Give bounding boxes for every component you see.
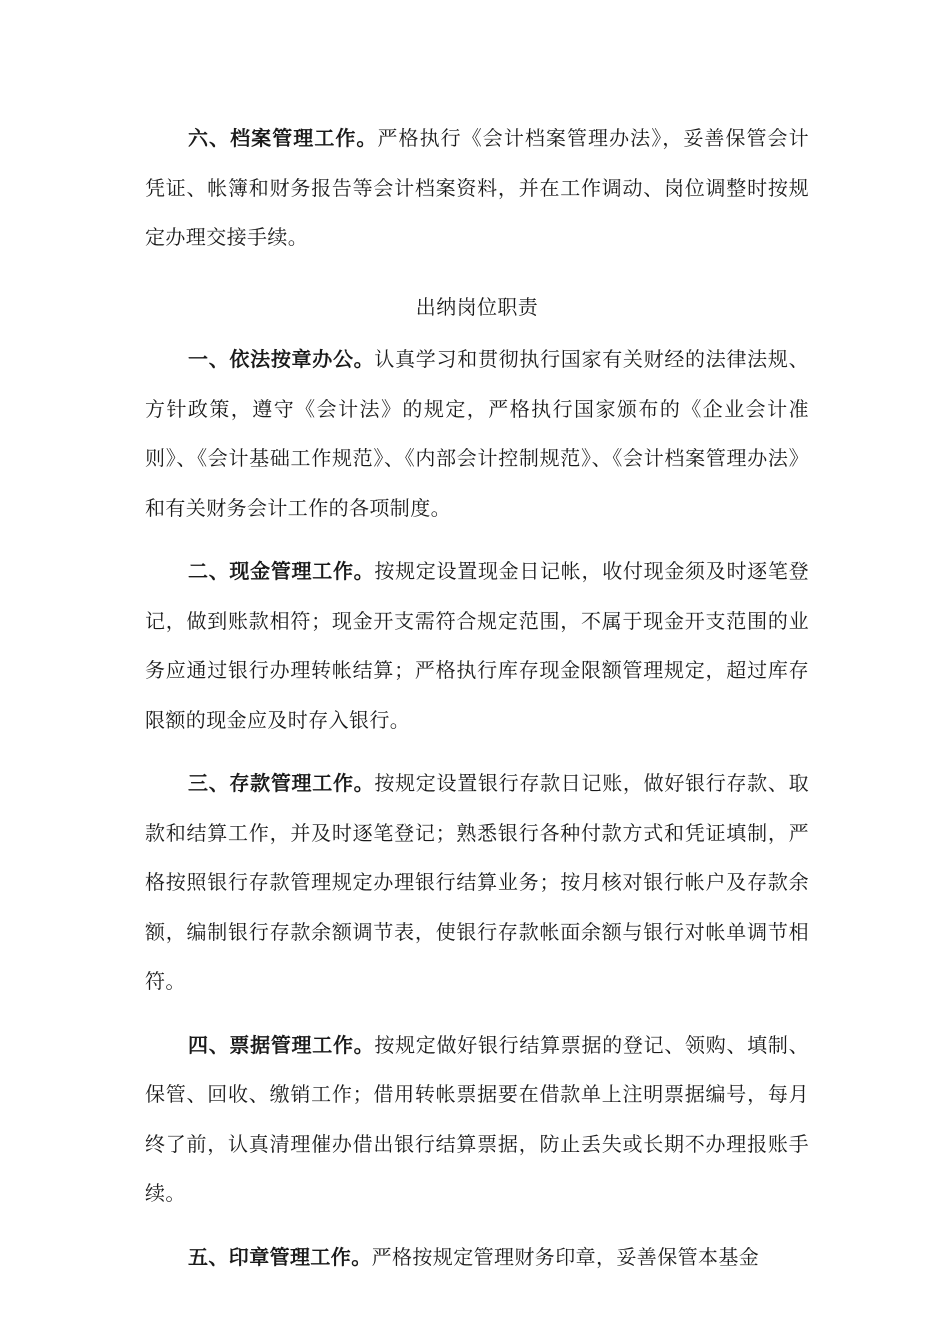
paragraph-bill-management <box>145 1021 809 1219</box>
paragraph-body: 按规定设置现金日记帐，收付现金须及时逐笔登记，做到账款相符；现金开支需符合规定范围，不属于现金开支范围的业务应通过银行办理转帐结算；严格执行库存现金限额管理规定，超过库存限额的现金应及时存入银行。 <box>145 559 809 732</box>
paragraph-cash-management <box>145 547 809 745</box>
paragraph-heading: 一、依法按章办公。 <box>188 347 375 371</box>
paragraph-heading: 三、存款管理工作。 <box>188 771 375 795</box>
paragraph-deposit-management <box>145 759 809 1007</box>
document-body <box>145 114 809 1296</box>
section-title: 出纳岗位职责 <box>415 294 539 319</box>
paragraph-heading: 二、现金管理工作。 <box>188 559 375 583</box>
paragraph-heading: 五、印章管理工作。 <box>188 1244 372 1269</box>
paragraph-archive-management <box>145 114 809 263</box>
paragraph-lawful-office <box>145 335 809 533</box>
paragraph-body: 按规定做好银行结算票据的登记、领购、填制、保管、回收、缴销工作；借用转帐票据要在借款单上注明票据编号，每月终了前，认真清理催办借出银行结算票据，防止丢失或长期不办理报账手续。 <box>145 1032 809 1205</box>
paragraph-body: 按规定设置银行存款日记账，做好银行存款、取款和结算工作，并及时逐笔登记；熟悉银行各种付款方式和凭证填制，严格按照银行存款管理规定办理银行结算业务；按月核对银行帐户及存款余额，编制银行存款余额调节表，使银行存款帐面余额与银行对帐单调节相符。 <box>145 771 809 993</box>
paragraph-heading: 四、票据管理工作。 <box>188 1032 375 1057</box>
paragraph-seal-management <box>145 1233 809 1283</box>
paragraph-body: 严格按规定管理财务印章，妥善保管本基金 <box>371 1244 760 1269</box>
paragraph-heading: 六、档案管理工作。 <box>188 126 378 150</box>
paragraph-body: 严格执行《会计档案管理办法》，妥善保管会计凭证、帐簿和财务报告等会计档案资料，并在工作调动、岗位调整时按规定办理交接手续。 <box>145 126 809 249</box>
paragraph-body: 认真学习和贯彻执行国家有关财经的法律法规、方针政策，遵守《会计法》的规定，严格执行国家颁布的《企业会计准则》、《会计基础工作规范》、《内部会计控制规范》、《会计档案管理办法》和有关财务会计工作的各项制度。 <box>145 347 809 520</box>
